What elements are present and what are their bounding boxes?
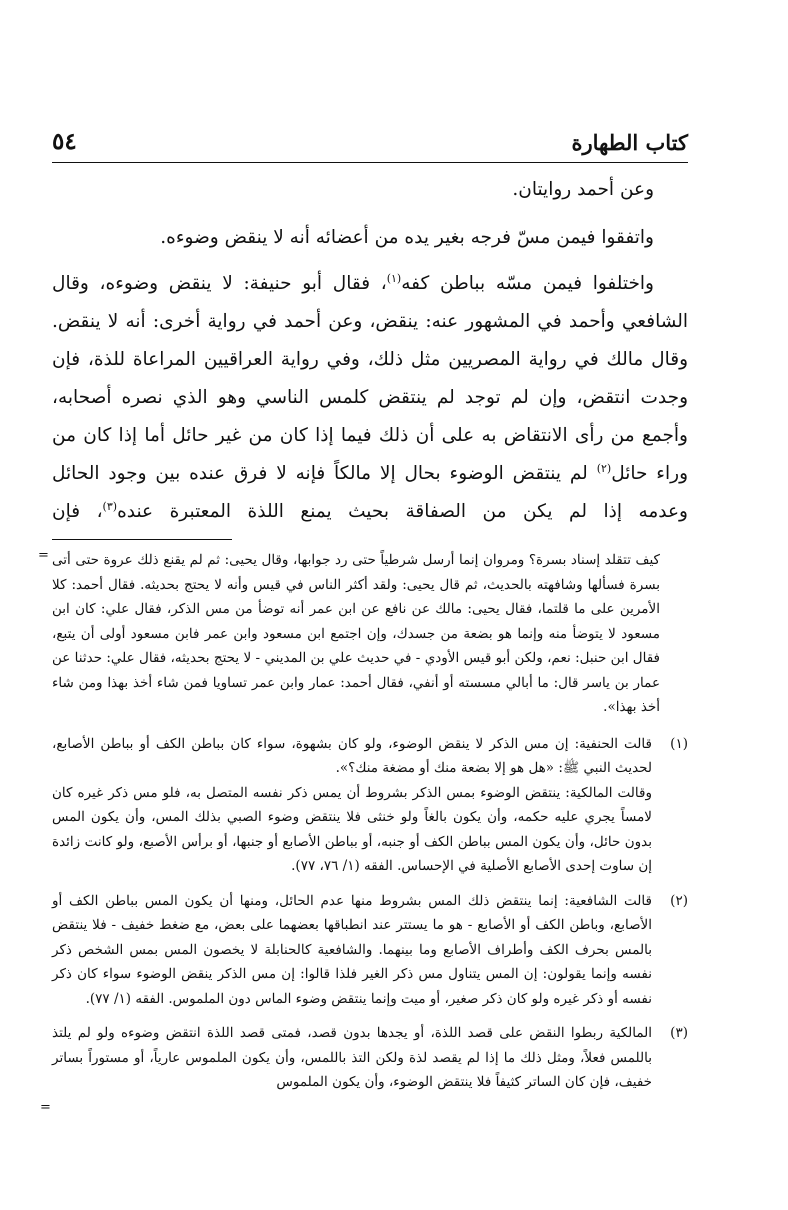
footnote-ref-2[interactable]: (٢)	[596, 461, 612, 475]
paragraph-3	[52, 265, 688, 531]
footnote-ref-3[interactable]: (٣)	[102, 499, 118, 513]
footnote-1	[52, 732, 688, 879]
page-number: ٥٤	[52, 128, 77, 155]
footnote-continuation	[38, 548, 688, 720]
paragraph-3-part-b: ، فقال أبو حنيفة: لا ينقض وضوءه، وقال الشافعي وأحمد في المشهور عنه: ينقض، وعن أحمد في رواية أخرى: أنه لا ينقض. وقال مالك في رواية المصريين مثل ذلك، وفي رواية العراقيين المراعاة للذة، فإن وجدت انتقض، وإن لم توجد لم ينتقض كلمس الناسي وهو الذي نصره أصحابه، وأجمع من رأى الانتقاض به على أن ذلك فيما إذا كان من غير حائل أما إذا كان من وراء حائل	[52, 273, 689, 484]
footnote-1-number: (١)	[670, 735, 688, 752]
footnote-3-text: المالكية ربطوا النقض على قصد اللذة، أو يجدها بدون قصد، فمتى قصد اللذة انتقض وضوءه ولو لم يلتذ باللمس فعلاً، ومثل ذلك ما إذا لم يقصد لذة ولكن التذ باللمس، وأن يكون الملموس عارياً، أو مستوراً بساتر خفيف، فإن كان الساتر كثيفاً فلا ينتقض الوضوء، وأن يكون الملموس	[52, 1025, 652, 1090]
footnote-1-text-1: قالت الحنفية: إن مس الذكر لا ينقض الوضوء، ولو كان بشهوة، سواء كان بباطن الكف أو بباطن الأصابع، لحديث النبي ﷺ: «هل هو إلا بضعة منك أو مضغة منك؟».	[52, 735, 652, 776]
paragraph-3-part-d: ، فإن	[52, 501, 103, 522]
footnotes	[38, 548, 688, 1115]
footnote-ref-1[interactable]: (١)	[386, 271, 402, 285]
paragraph-1: وعن أحمد روايتان.	[512, 179, 654, 200]
continuation-mark: =	[38, 548, 49, 563]
page-header	[52, 128, 688, 163]
paragraph-3-part-a: واختلفوا فيمن مسّه بباطن كفه	[401, 273, 654, 294]
chapter-title: كتاب الطهارة	[571, 130, 688, 155]
footnote-2-number: (٢)	[670, 892, 688, 909]
footnote-2	[52, 889, 688, 1012]
footnote-continuation-text: كيف تتقلد إسناد بسرة؟ ومروان إنما أرسل شرطياً حتى رد جوابها، وقال يحيى: ثم لم يقنع ذلك عروة حتى أتى بسرة فسألها وشافهته بالحديث، ثم قال يحيى: ولقد أكثر الناس في قيس وأنه لا يحتج بحديثه. فقال أحمد: كلا الأمرين على ما قلتما، فقال يحيى: مالك عن نافع عن ابن عمر أنه توضأ من مس الذكر، فقال علي: كان ابن مسعود لا يتوضأ منه وإنما هو بضعة من جسدك، وإن اجتمع ابن مسعود وابن عمر فابن مسعود أولى أن يتبع، فقال ابن حنبل: نعم، ولكن أبو قيس الأودي - في حديث علي بن المديني - لا يحتج بحديثه، فقال علي: حدثنا عن عمار بن ياسر قال: ما أبالي مسسته أو أنفي، فقال أحمد: عمار وابن عمر تساويا فمن شاء أخذ بهذا ومن شاء أخذ بهذا».	[52, 552, 660, 715]
footnote-1-text-2: وقالت المالكية: ينتقض الوضوء بمس الذكر بشروط أن يمس ذكر نفسه المتصل به، فلو مس ذكر غيره كان لامساً يجري عليه حكمه، وأن يكون بالغاً ولو خنثى فلا ينتقض وضوء الصبي بذلك المس، وأن يكون المس بدون حائل، وأن يكون المس بباطن الكف أو جنبه، أو بباطن الأصابع أو جنبها، أو برأس الأصبع، ولو كانت زائدة إن ساوت إحدى الأصابع الأصلية في الإحساس. الفقه (١/ ٧٦، ٧٧).	[52, 784, 652, 874]
main-text	[52, 171, 688, 531]
footnote-2-text: قالت الشافعية: إنما ينتقض ذلك المس بشروط منها عدم الحائل، ومنها أن يكون المس بباطن الكف أو الأصابع، وباطن الكف أو الأصابع - هو ما يستتر عند انطباقها بعضهما على بعض، مع ضغط خفيف - فلا ينتقض بالمس بحرف الكف وأطراف الأصابع وما بينهما. والشافعية كالحنابلة لا يخصون المس بمس الشخص ذكر نفسه وإنما يقولون: إن المس يتناول مس ذكر الغير فلذا قالوا: إن مس الذكر ينقض الوضوء سواء كان ذكر نفسه أو ذكر غيره ولو كان ذكر صغير، أو ميت وإنما ينتقض وضوء الماس دون الملموس. الفقه (١/ ٧٧).	[52, 892, 652, 1007]
footnote-3-number: (٣)	[670, 1025, 688, 1041]
paragraph-3-part-c: لم ينتقض الوضوء بحال إلا مالكاً فإنه لا فرق عنده بين وجود الحائل وعدمه إذا لم يكن من الصفاقة بحيث يمنع اللذة المعتبرة عنده	[52, 463, 688, 522]
paragraph-2: واتفقوا فيمن مسّ فرجه بغير يده من أعضائه أنه لا ينقض وضوءه.	[160, 227, 654, 248]
footnote-separator	[52, 539, 232, 540]
book-page	[38, 128, 689, 1115]
footnote-3-continues-mark: =	[40, 1100, 51, 1115]
footnote-3	[40, 1021, 688, 1115]
